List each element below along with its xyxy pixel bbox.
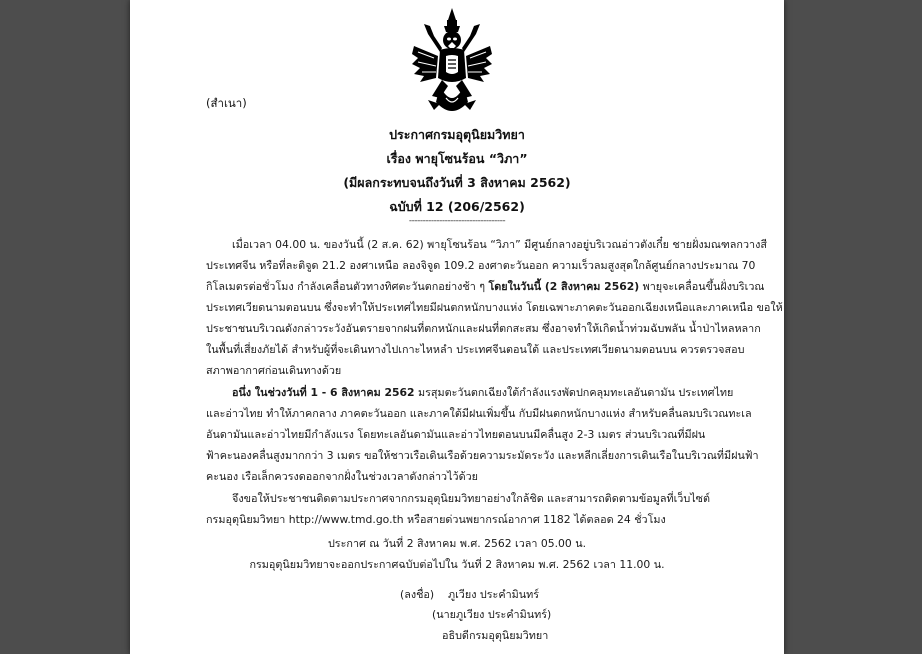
garuda-emblem-icon xyxy=(410,6,494,120)
divider: ----------------------------------- xyxy=(408,216,506,226)
para1-line5: ประชาชนบริเวณดังกล่าวระวังอันตรายจากฝนที่ตกหนักและฝนที่ตกสะสม ซึ่งอาจทำให้เกิดน้ำท่วมฉับพลัน น้ำป่าไหลหลาก xyxy=(206,322,761,335)
announcement-effect-date: (มีผลกระทบจนถึงวันที่ 3 สิงหาคม 2562) xyxy=(343,175,571,190)
para2-line1 xyxy=(206,385,736,401)
para2-line4: ฟ้าคะนองคลื่นสูงมากกว่า 3 เมตร ขอให้ชาวเรือเดินเรือด้วยความระมัดระวัง และหลีกเลี่ยงการเดินเรือในบริเวณที่มีฝนฟ้า xyxy=(206,449,759,462)
para2-line3: อันดามันและอ่าวไทยมีกำลังแรง โดยทะเลอันดามันและอ่าวไทยตอนบนมีคลื่นสูง 2-3 เมตร ส่วนบริเวณที่มีฝน xyxy=(206,428,706,441)
announce-date-line: ประกาศ ณ วันที่ 2 สิงหาคม พ.ศ. 2562 เวลา 05.00 น. xyxy=(327,537,587,550)
signer-full-name: (นายภูเวียง ประคำมินทร์) xyxy=(432,608,552,621)
para2-line5: คะนอง เรือเล็กควรงดออกจากฝั่งในช่วงเวลาดังกล่าวไว้ด้วย xyxy=(206,470,479,483)
para1-line3-bold: โดยในวันนี้ (2 สิงหาคม 2562) xyxy=(488,280,640,293)
para3-line1: จึงขอให้ประชาชนติดตามประกาศจากกรมอุตุนิยมวิทยาอย่างใกล้ชิด และสามารถติดตามข้อมูลที่เว็บไซต์ xyxy=(232,492,710,505)
next-issue-line: กรมอุตุนิยมวิทยาจะออกประกาศฉบับต่อไปใน วันที่ 2 สิงหาคม พ.ศ. 2562 เวลา 11.00 น. xyxy=(249,558,665,571)
signer-position: อธิบดีกรมอุตุนิยมวิทยา xyxy=(442,629,549,642)
signer-name: ภูเวียง ประคำมินทร์ xyxy=(448,588,540,601)
copy-note: (สำเนา) xyxy=(206,96,247,110)
signed-label: (ลงชื่อ) xyxy=(400,588,435,601)
para2-line2: และอ่าวไทย ทำให้ภาคกลาง ภาคตะวันออก และภาคใต้มีฝนเพิ่มขึ้น กับมีฝนตกหนักบางแห่ง สำหรับคลื่นลมบริเวณทะเล xyxy=(206,407,752,420)
para3-line2: กรมอุตุนิยมวิทยา http://www.tmd.go.th หรือสายด่วนพยากรณ์อากาศ 1182 ได้ตลอด 24 ชั่วโมง xyxy=(206,513,666,526)
para1-line3-text-a: กิโลเมตรต่อชั่วโมง กำลังเคลื่อนตัวทางทิศตะวันตกอย่างช้า ๆ xyxy=(206,280,489,293)
announcement-subject: เรื่อง พายุโซนร้อน “วิภา” xyxy=(386,151,528,166)
announcement-issue-number: ฉบับที่ 12 (206/2562) xyxy=(389,199,525,214)
para1-line6: ในพื้นที่เสี่ยงภัยได้ สำหรับผู้ที่จะเดินทางไปเกาะไหหลำ ประเทศจีนตอนใต้ และประเทศเวียดนามตอนบน ควรตรวจสอบ xyxy=(206,343,745,356)
document-page xyxy=(130,0,784,654)
para1-line2: ประเทศจีน หรือที่ละติจูด 21.2 องศาเหนือ ลองจิจูด 109.2 องศาตะวันออก ความเร็วลมสูงสุดใกล้ศูนย์กลางประมาณ 70 xyxy=(206,259,756,272)
para1-line7: สภาพอากาศก่อนเดินทางด้วย xyxy=(206,364,342,377)
para1-line3-text-c: พายุจะเคลื่อนขึ้นฝั่งบริเวณ xyxy=(639,280,765,293)
para2-line1-bold: อนึ่ง ในช่วงวันที่ 1 - 6 สิงหาคม 2562 xyxy=(232,386,415,399)
para1-line1: เมื่อเวลา 04.00 น. ของวันนี้ (2 ส.ค. 62) พายุโซนร้อน “วิภา” มีศูนย์กลางอยู่บริเวณอ่าวตังเกี๋ย ชายฝั่งมณฑลกวางสี xyxy=(232,238,767,251)
para2-line1-text: มรสุมตะวันตกเฉียงใต้กำลังแรงพัดปกคลุมทะเลอันดามัน ประเทศไทย xyxy=(414,386,734,399)
para1-line3 xyxy=(206,279,765,295)
announcement-title: ประกาศกรมอุตุนิยมวิทยา xyxy=(389,127,525,142)
para1-line4: ประเทศเวียดนามตอนบน ซึ่งจะทำให้ประเทศไทยมีฝนตกหนักบางแห่ง โดยเฉพาะภาคตะวันออกเฉียงเหนือและภาคเหนือ ขอให้ xyxy=(206,301,783,314)
